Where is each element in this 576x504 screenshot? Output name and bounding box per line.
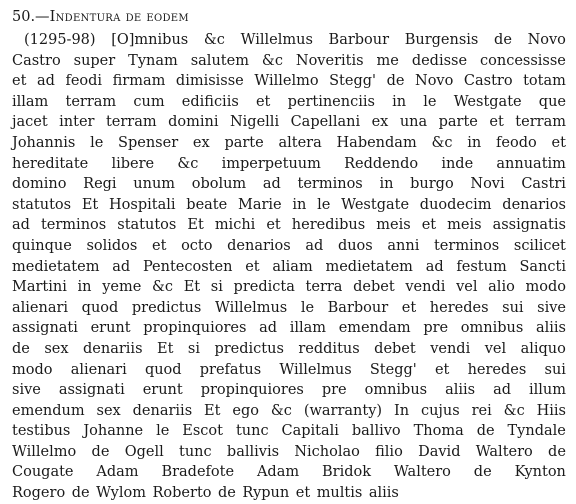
text-line: quinque solidos et octo denarios ad duos anni terminos scilicet — [12, 237, 566, 254]
text-line: (1295-98) [O]mnibus &c Willelmus Barbour Burgensis de Novo — [24, 32, 566, 48]
text-line: illam terram cum edificiis et pertinenciis in le Westgate que — [12, 93, 566, 110]
text-line: Martini in yeme &c Et si predicta terra debet vendi vel alio modo — [12, 279, 566, 296]
text-line: medietatem ad Pentecosten et aliam medietatem ad festum Sancti — [12, 258, 566, 275]
text-line: Cougate Adam Bradefote Adam Bridok Waltero de Kynton — [12, 464, 566, 481]
text-line: domino Regi unum obolum ad terminos in burgo Novi Castri — [12, 176, 566, 193]
document-page — [12, 8, 566, 504]
text-line: assignati erunt propinquiores ad illam emendam pre omnibus aliis — [12, 320, 566, 337]
text-line: testibus Johanne le Escot tunc Capitali ballivo Thoma de Tyndale — [12, 423, 566, 440]
text-line: et ad feodi firmam dimisisse Willelmo Stegg' de Novo Castro totam — [12, 73, 566, 90]
text-line: Johannis le Spenser ex parte altera Habendam &c in feodo et — [12, 134, 566, 151]
entry-text — [12, 30, 566, 504]
text-line: Castro super Tynam salutem &c Noveritis me dedisse concessisse — [12, 52, 566, 69]
text-line: ad terminos statutos Et michi et heredibus meis et meis assignatis — [12, 217, 566, 234]
text-line: Willelmo de Ogell tunc ballivis Nicholao filio David Waltero de — [12, 443, 566, 460]
text-line: hereditate libere &c imperpetuum Reddendo inde annuatim — [12, 155, 566, 172]
text-line: emendum sex denariis Et ego &c (warranty) In cujus rei &c Hiis — [12, 402, 566, 419]
text-line: Rogero de Wylom Roberto de Rypun et multis aliis — [12, 485, 399, 502]
text-line: modo alienari quod prefatus Willelmus Stegg' et heredes sui — [12, 361, 566, 378]
text-line: statutos Et Hospitali beate Marie in le Westgate duodecim denarios — [12, 196, 566, 213]
entry-heading — [12, 8, 566, 26]
entry-title: Indentura de eodem — [49, 9, 189, 25]
text-line: alienari quod predictus Willelmus le Barbour et heredes sui sive — [12, 299, 566, 316]
text-line: de sex denariis Et si predictus redditus debet vendi vel aliquo — [12, 340, 566, 357]
text-line: sive assignati erunt propinquiores pre omnibus aliis ad illum — [12, 382, 566, 399]
entry-number: 50.— — [12, 9, 50, 25]
text-line: jacet inter terram domini Nigelli Capellani ex una parte et terram — [12, 114, 566, 131]
